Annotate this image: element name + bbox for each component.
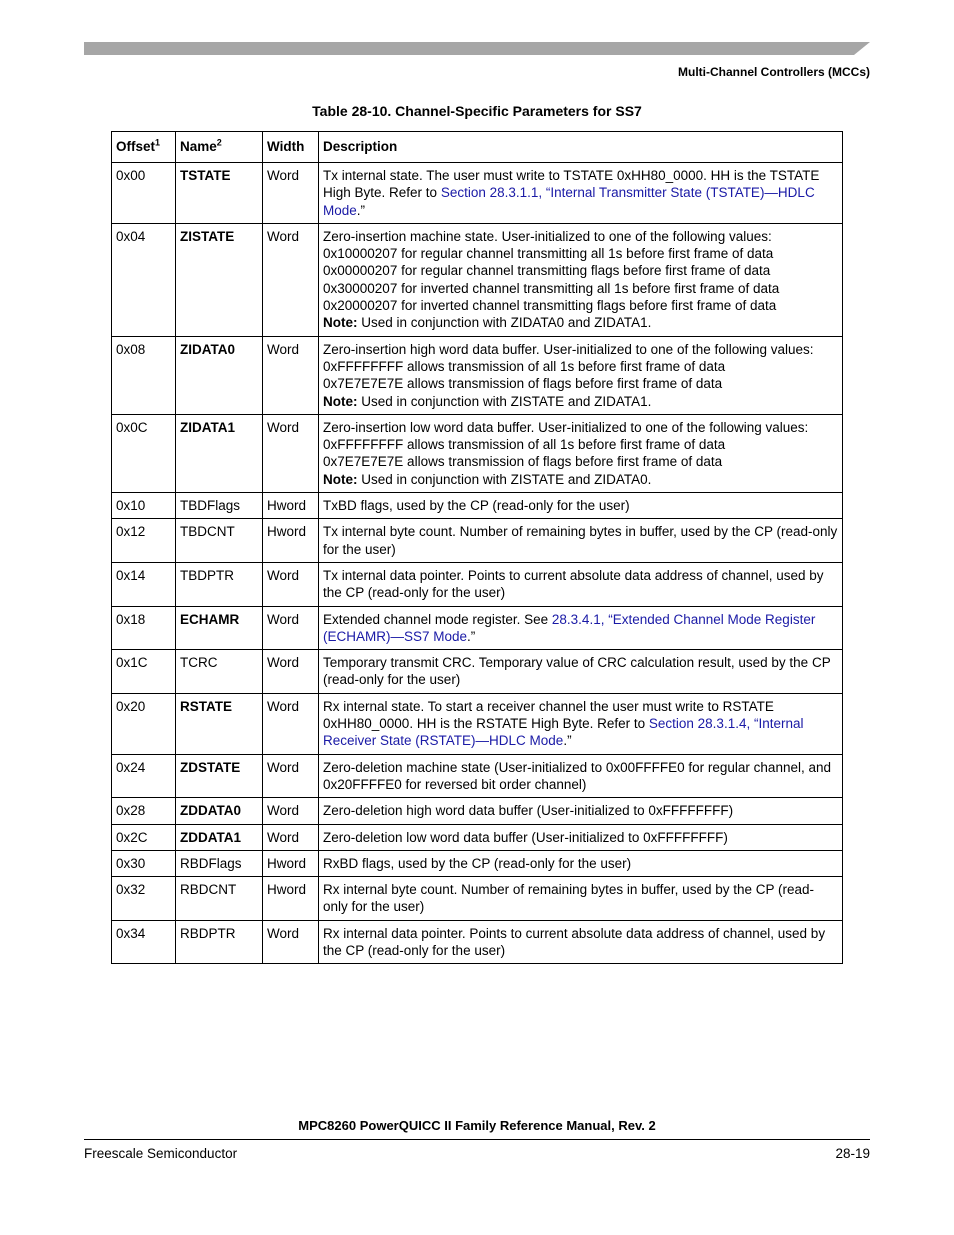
description-text: 0x7E7E7E7E allows transmission of flags before first frame of data: [323, 376, 723, 392]
cell-description: [319, 920, 843, 964]
cell-description: [319, 877, 843, 921]
company-name: Freescale Semiconductor: [84, 1146, 238, 1161]
cell-description: [319, 336, 843, 414]
cell-name: TBDCNT: [176, 519, 263, 563]
cell-description: [319, 562, 843, 606]
description-line: [323, 611, 838, 646]
description-text: .”: [563, 733, 572, 749]
cell-width: Hword: [263, 493, 319, 519]
description-text: Used in conjunction with ZIDATA0 and ZIDATA1.: [357, 315, 652, 331]
footer-divider: [84, 1139, 870, 1140]
description-line: [323, 393, 838, 410]
cell-width: Word: [263, 920, 319, 964]
parameters-table: [111, 131, 843, 964]
description-line: [323, 698, 838, 750]
cell-width: Word: [263, 163, 319, 224]
description-line: [323, 358, 838, 375]
cell-offset: 0x24: [112, 754, 176, 798]
description-text: Rx internal state. To start a receiver channel the user must write to RSTATE 0xHH80_0000. HH is the RSTATE High Byte. Refer to: [323, 698, 774, 732]
table-row: [112, 824, 843, 850]
cell-width: Hword: [263, 519, 319, 563]
description-text: Rx internal data pointer. Points to current absolute data address of channel, used by the CP (read-only for the user): [323, 925, 826, 958]
table-body: [112, 163, 843, 964]
note-label: Note:: [323, 315, 358, 331]
description-text: 0x20000207 for inverted channel transmitting flags before first frame of data: [323, 298, 777, 314]
description-text: Temporary transmit CRC. Temporary value of CRC calculation result, used by the CP (read-only for the user): [323, 655, 831, 688]
description-text: Used in conjunction with ZISTATE and ZIDATA0.: [357, 471, 652, 487]
cell-description: [319, 493, 843, 519]
description-line: [323, 802, 838, 819]
table-row: [112, 798, 843, 824]
cell-offset: 0x20: [112, 693, 176, 754]
cell-width: Word: [263, 562, 319, 606]
cell-offset: 0x10: [112, 493, 176, 519]
cell-description: [319, 223, 843, 336]
description-text: Zero-deletion low word data buffer (User-initialized to 0xFFFFFFFF): [323, 829, 728, 845]
cell-description: [319, 850, 843, 876]
description-text: Used in conjunction with ZISTATE and ZIDATA1.: [357, 393, 652, 409]
note-label: Note:: [323, 393, 358, 409]
table-row: [112, 650, 843, 694]
description-text: Extended channel mode register. See: [323, 611, 552, 627]
page-number: 28-19: [835, 1146, 870, 1161]
description-line: [323, 654, 838, 689]
column-header-width: Width: [263, 132, 319, 163]
cell-description: [319, 163, 843, 224]
description-line: [323, 436, 838, 453]
cell-offset: 0x28: [112, 798, 176, 824]
cell-width: Word: [263, 414, 319, 492]
cell-offset: 0x32: [112, 877, 176, 921]
cell-name: ECHAMR: [176, 606, 263, 650]
cross-reference-link[interactable]: 28.3.4.1, “Extended Channel Mode Register (ECHAMR)—SS7 Mode: [323, 611, 816, 644]
table-row: [112, 336, 843, 414]
table-row: [112, 223, 843, 336]
cell-description: [319, 824, 843, 850]
table-row: [112, 877, 843, 921]
description-text: 0x30000207 for inverted channel transmitting all 1s before first frame of data: [323, 280, 780, 296]
cell-width: Word: [263, 754, 319, 798]
cell-width: Hword: [263, 850, 319, 876]
description-text: 0x7E7E7E7E allows transmission of flags before first frame of data: [323, 454, 723, 470]
cell-offset: 0x12: [112, 519, 176, 563]
column-header-description: Description: [319, 132, 843, 163]
cell-width: Word: [263, 693, 319, 754]
description-text: .”: [467, 628, 476, 644]
table-row: [112, 920, 843, 964]
description-line: [323, 228, 838, 245]
cell-name: ZISTATE: [176, 223, 263, 336]
description-line: [323, 759, 838, 794]
description-line: [323, 567, 838, 602]
description-text: Tx internal data pointer. Points to current absolute data address of channel, used by the CP (read-only for the user): [323, 567, 824, 601]
description-line: [323, 497, 838, 514]
header-bar: [84, 42, 870, 55]
description-line: [323, 375, 838, 392]
cell-name: RBDPTR: [176, 920, 263, 964]
cell-name: TBDPTR: [176, 562, 263, 606]
cell-offset: 0x2C: [112, 824, 176, 850]
description-text: TxBD flags, used by the CP (read-only for the user): [323, 498, 630, 514]
cell-name: ZDSTATE: [176, 754, 263, 798]
description-line: [323, 167, 838, 219]
cell-offset: 0x18: [112, 606, 176, 650]
cell-offset: 0x04: [112, 223, 176, 336]
description-line: [323, 245, 838, 262]
cell-name: ZDDATA0: [176, 798, 263, 824]
description-text: RxBD flags, used by the CP (read-only for the user): [323, 855, 632, 871]
table-row: [112, 754, 843, 798]
table-row: [112, 163, 843, 224]
description-text: Zero-insertion high word data buffer. User-initialized to one of the following values:: [323, 341, 814, 357]
cell-width: Hword: [263, 877, 319, 921]
table-row: [112, 606, 843, 650]
cross-reference-link[interactable]: Section 28.3.1.4, “Internal Receiver State (RSTATE)—HDLC Mode: [323, 716, 804, 749]
cell-description: [319, 798, 843, 824]
table-header-row: [112, 132, 843, 163]
cell-offset: 0x30: [112, 850, 176, 876]
cell-name: ZIDATA0: [176, 336, 263, 414]
cell-name: ZDDATA1: [176, 824, 263, 850]
column-header-offset: Offset$^1$: [112, 132, 176, 163]
cross-reference-link[interactable]: Section 28.3.1.1, “Internal Transmitter State (TSTATE)—HDLC Mode: [323, 185, 815, 218]
cell-name: ZIDATA1: [176, 414, 263, 492]
description-text: Tx internal byte count. Number of remaining bytes in buffer, used by the CP (read-only for the user): [323, 524, 838, 557]
description-text: Zero-deletion machine state (User-initialized to 0x00FFFFE0 for regular channel, and 0x20FFFFE0 for reversed bit order channel): [323, 759, 831, 792]
cell-description: [319, 754, 843, 798]
description-text: Zero-insertion low word data buffer. User-initialized to one of the following values:: [323, 419, 809, 435]
description-text: Tx internal state. The user must write to TSTATE 0xHH80_0000. HH is the TSTATE High Byte. Refer to: [323, 168, 820, 201]
cell-description: [319, 606, 843, 650]
manual-title: MPC8260 PowerQUICC II Family Reference Manual, Rev. 2: [298, 1118, 656, 1133]
cell-width: Word: [263, 336, 319, 414]
cell-width: Word: [263, 824, 319, 850]
table-row: [112, 493, 843, 519]
cell-offset: 0x0C: [112, 414, 176, 492]
cell-offset: 0x00: [112, 163, 176, 224]
cell-name: TSTATE: [176, 163, 263, 224]
description-line: [323, 855, 838, 872]
description-text: 0xFFFFFFFF allows transmission of all 1s before first frame of data: [323, 358, 726, 374]
cell-offset: 0x08: [112, 336, 176, 414]
description-text: 0x00000207 for regular channel transmitting flags before first frame of data: [323, 263, 771, 279]
cell-description: [319, 519, 843, 563]
table-row: [112, 414, 843, 492]
section-title: Multi-Channel Controllers (MCCs): [678, 65, 870, 79]
cell-description: [319, 414, 843, 492]
cell-width: Word: [263, 650, 319, 694]
description-text: Zero-insertion machine state. User-initialized to one of the following values:: [323, 228, 772, 244]
description-text: 0x10000207 for regular channel transmitting all 1s before first frame of data: [323, 246, 774, 262]
description-line: [323, 341, 838, 358]
table-title: Table 28-10. Channel-Specific Parameters for SS7: [312, 103, 642, 119]
description-line: [323, 453, 838, 470]
description-line: [323, 262, 838, 279]
description-text: 0xFFFFFFFF allows transmission of all 1s before first frame of data: [323, 437, 726, 453]
cell-description: [319, 650, 843, 694]
table-row: [112, 519, 843, 563]
cell-name: RSTATE: [176, 693, 263, 754]
note-label: Note:: [323, 471, 358, 487]
cell-offset: 0x1C: [112, 650, 176, 694]
description-line: [323, 523, 838, 558]
description-line: [323, 280, 838, 297]
cell-offset: 0x14: [112, 562, 176, 606]
cell-offset: 0x34: [112, 920, 176, 964]
description-line: [323, 829, 838, 846]
description-line: [323, 419, 838, 436]
description-line: [323, 925, 838, 960]
description-text: Zero-deletion high word data buffer (User-initialized to 0xFFFFFFFF): [323, 803, 734, 819]
cell-width: Word: [263, 606, 319, 650]
cell-description: [319, 693, 843, 754]
description-line: [323, 881, 838, 916]
description-line: [323, 314, 838, 331]
description-line: [323, 297, 838, 314]
description-text: .”: [356, 202, 366, 218]
column-header-name: Name$^2$: [176, 132, 263, 163]
cell-name: TBDFlags: [176, 493, 263, 519]
cell-width: Word: [263, 798, 319, 824]
table-row: [112, 693, 843, 754]
cell-width: Word: [263, 223, 319, 336]
table-row: [112, 562, 843, 606]
description-text: Rx internal byte count. Number of remaining bytes in buffer, used by the CP (read-only for the user): [323, 882, 815, 915]
cell-name: TCRC: [176, 650, 263, 694]
cell-name: RBDFlags: [176, 850, 263, 876]
cell-name: RBDCNT: [176, 877, 263, 921]
table-row: [112, 850, 843, 876]
description-line: [323, 471, 838, 488]
